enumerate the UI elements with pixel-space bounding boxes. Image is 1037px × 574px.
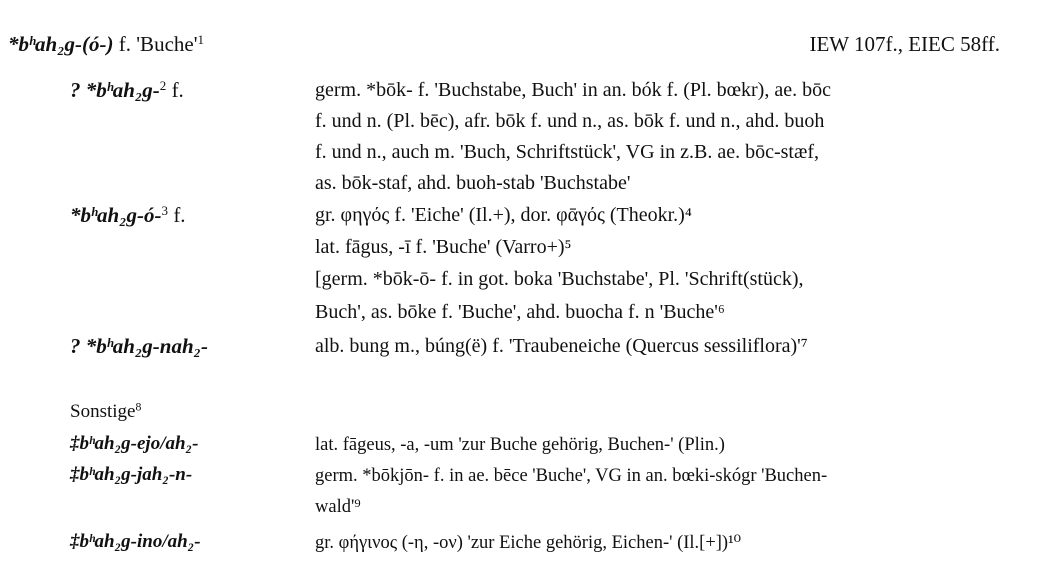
lemma-footnote: 1 bbox=[197, 31, 205, 47]
entry-form: *bʰah₂g-ó-$^3$ f. bbox=[70, 202, 186, 227]
entry-gender: f. bbox=[173, 203, 186, 227]
section-title: Sonstige$^8$ bbox=[70, 400, 142, 422]
other-line: germ. *bōkjōn- f. in ae. bēce 'Buche', VG in an. bœki-skógr 'Buchen- bbox=[315, 466, 828, 486]
footnote-marker: 8 bbox=[135, 400, 142, 414]
footnote-marker: 3 bbox=[161, 202, 169, 218]
entry-line: germ. *bōk- f. 'Buchstabe, Buch' in an. bók f. (Pl. bœkr), ae. bōc bbox=[315, 79, 831, 101]
entry-line: [germ. *bōk-ō- f. in got. boka 'Buchstabe', Pl. 'Schrift(stück), bbox=[315, 268, 804, 290]
other-line: wald'⁹ bbox=[315, 497, 361, 517]
entry-line: as. bōk-staf, ahd. buoh-stab 'Buchstabe' bbox=[315, 172, 631, 194]
entry-line: f. und n. (Pl. bēc), afr. bōk f. und n., as. bōk f. und n., ahd. buoh bbox=[315, 110, 825, 132]
entry-line: Buch', as. bōke f. 'Buche', ahd. buocha f. n 'Buche'⁶ bbox=[315, 301, 725, 323]
entry-line: alb. bung m., búng(ë) f. 'Traubeneiche (Quercus sessiliflora)'⁷ bbox=[315, 335, 808, 357]
reference-list: IEW 107f., EIEC 58ff. bbox=[809, 32, 1000, 56]
lemma-gloss: f. 'Buche' bbox=[118, 32, 198, 56]
entry-form: ? *bʰah₂g-nah₂- bbox=[70, 334, 208, 358]
other-form: ‡bʰah₂g-jah₂-n- bbox=[70, 464, 193, 485]
main-lemma bbox=[8, 31, 205, 56]
entry-line: lat. fāgus, -ī f. 'Buche' (Varro+)⁵ bbox=[315, 236, 572, 258]
other-form: ‡bʰah₂g-ejo/ah₂- bbox=[70, 433, 199, 454]
entry-gender: f. bbox=[171, 78, 184, 102]
other-form: ‡bʰah₂g-ino/ah₂- bbox=[70, 531, 201, 552]
entry-line: f. und n., auch m. 'Buch, Schriftstück', VG in z.B. ae. bōc-stæf, bbox=[315, 141, 819, 163]
other-line: lat. fāgeus, -a, -um 'zur Buche gehörig, Buchen-' (Plin.) bbox=[315, 435, 725, 455]
footnote-marker: 2 bbox=[159, 77, 167, 93]
entry-form: ? *bʰah₂g-$^2$ f. bbox=[70, 77, 184, 102]
lemma-form: *bʰah₂g-(ó-) bbox=[8, 32, 114, 56]
other-line: gr. φήγινος (-η, -ον) 'zur Eiche gehörig, Eichen-' (Il.[+])¹⁰ bbox=[315, 533, 742, 553]
entry-line: gr. φηγός f. 'Eiche' (Il.+), dor. φᾱγός (Theokr.)⁴ bbox=[315, 204, 692, 226]
